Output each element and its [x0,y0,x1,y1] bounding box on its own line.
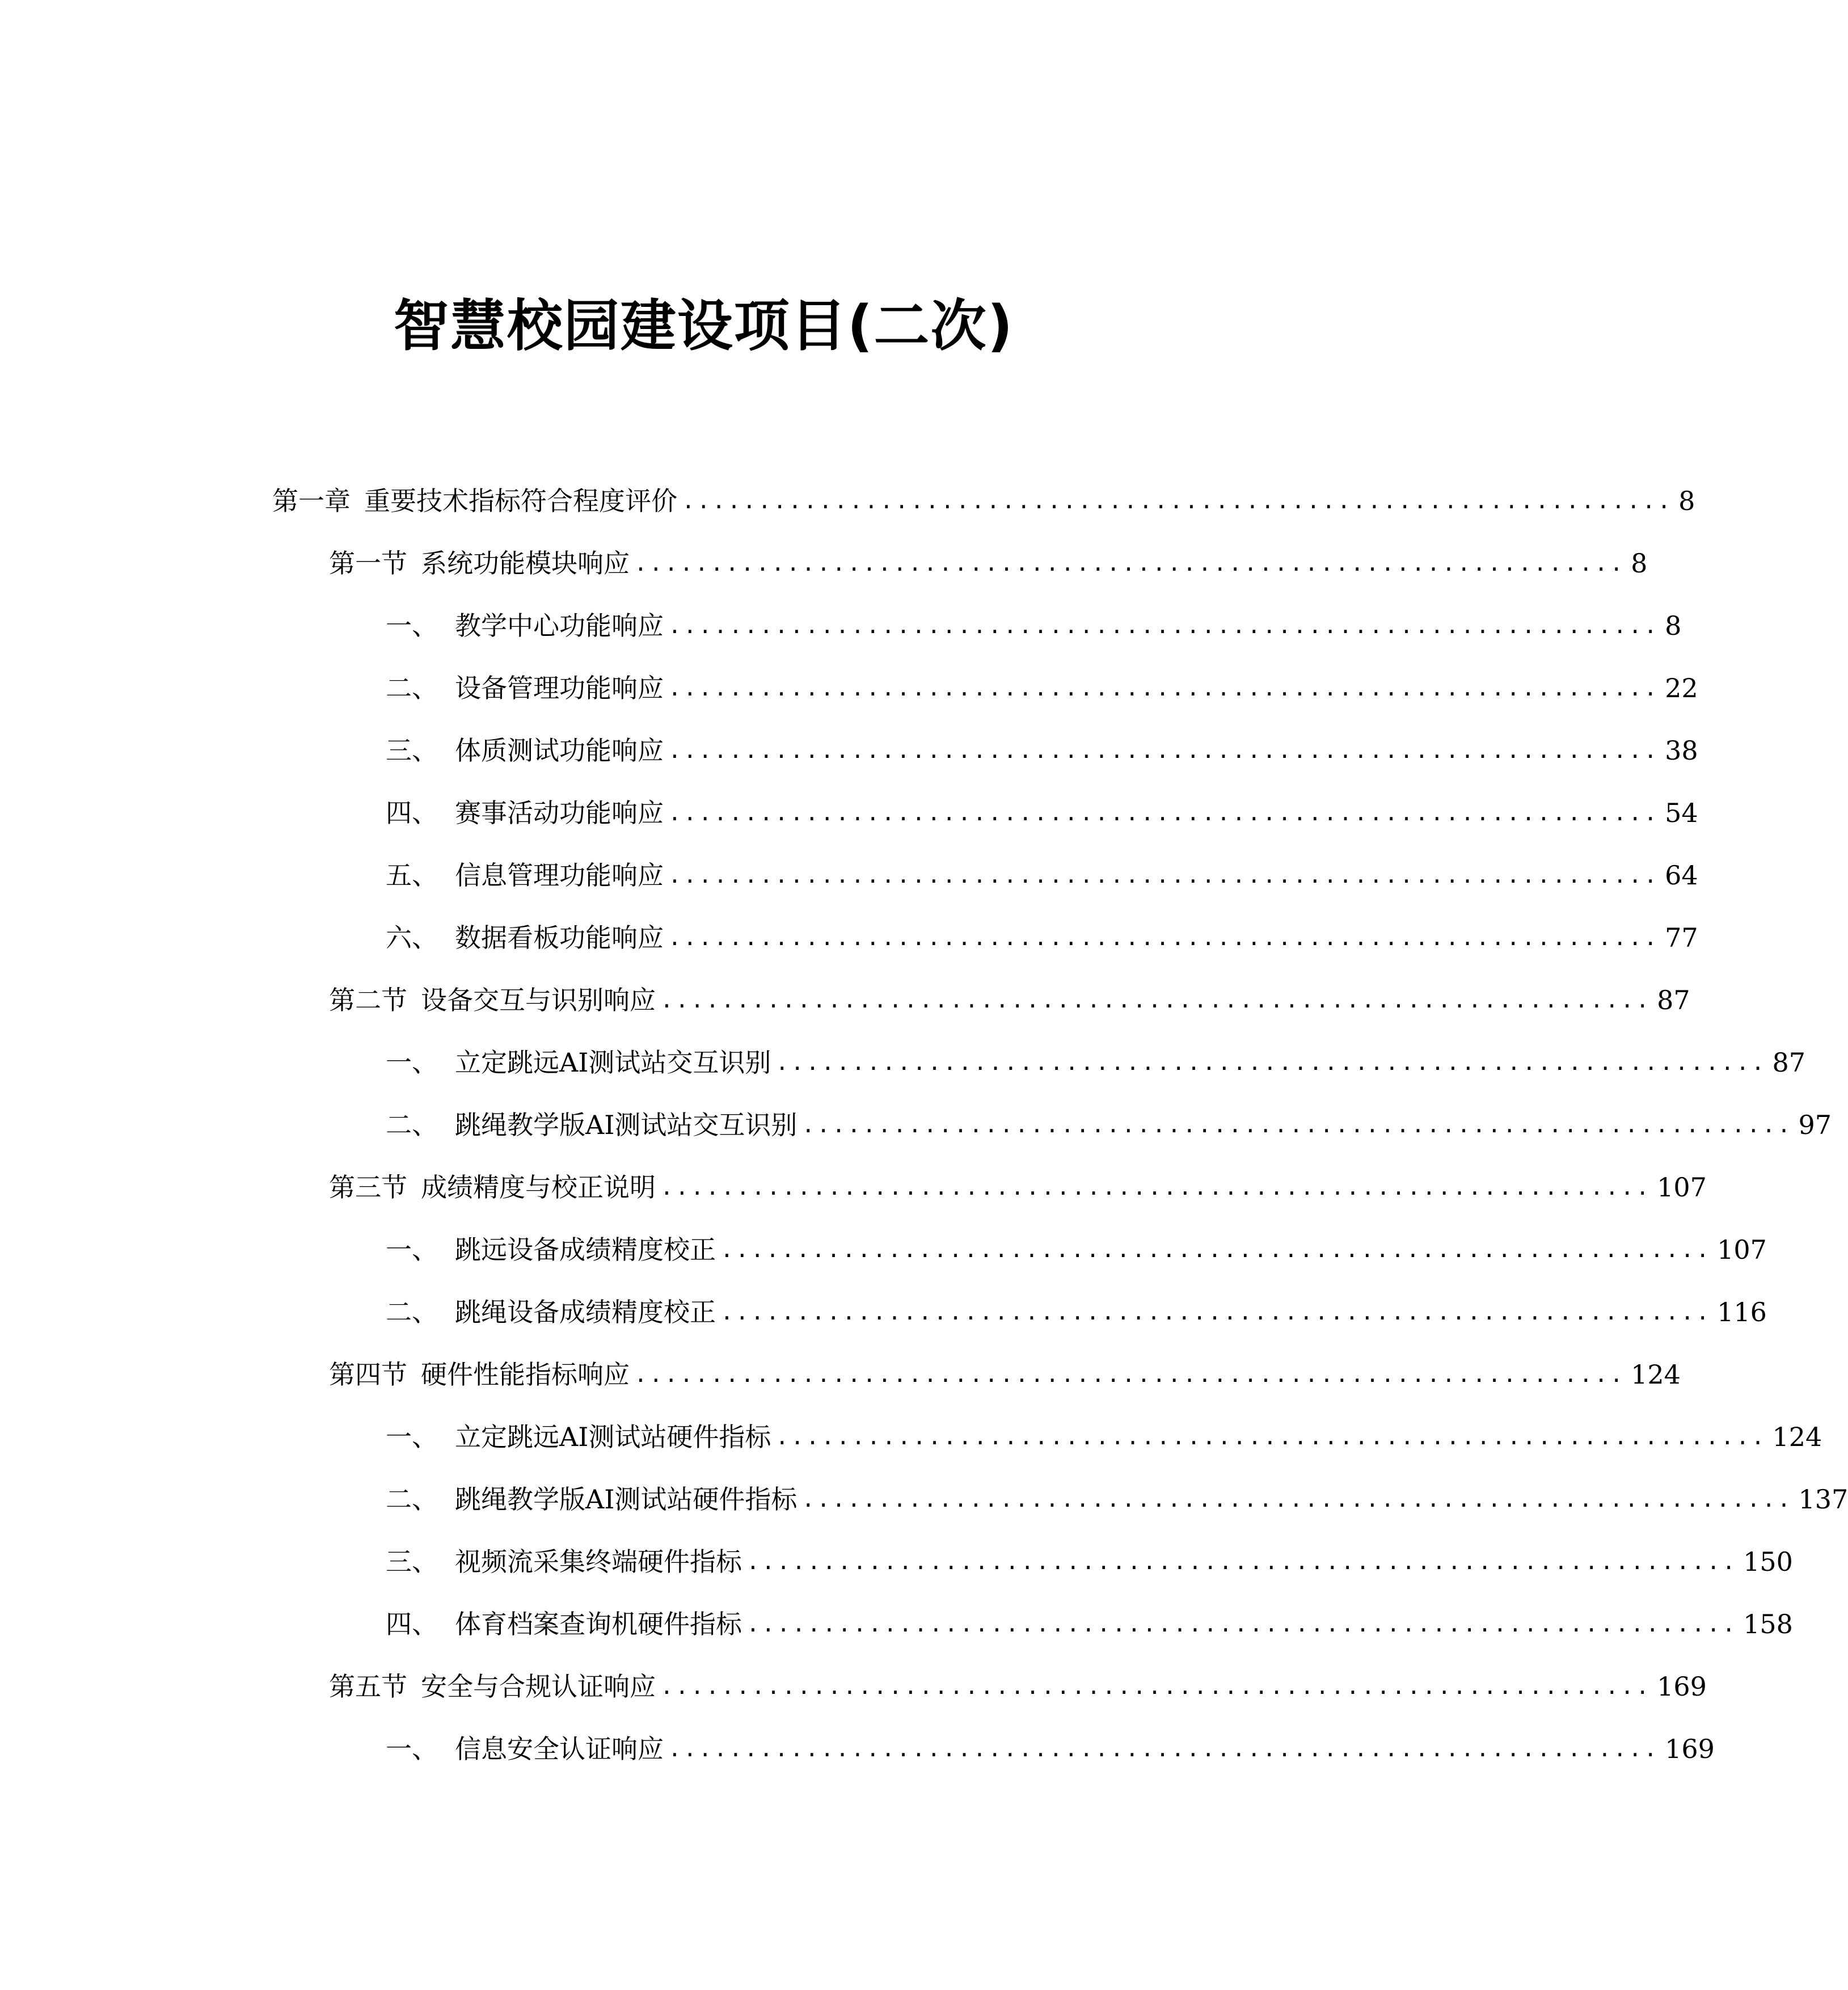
toc-dot-leader: ................................................................. [746,1612,1738,1637]
toc-dot-leader: ................................................................. [668,1736,1660,1761]
toc-entry-title: 硬件性能指标响应 [421,1359,630,1390]
toc-entry[interactable] [329,1664,1707,1709]
toc-entry-title: 视频流采集终端硬件指标 [455,1546,742,1577]
toc-dot-leader: ................................................................. [720,1237,1712,1262]
toc-entry-number: 一、 [386,1047,438,1078]
toc-entry-number: 六、 [386,922,438,953]
toc-entry-number: 第二节 [329,985,407,1015]
toc-entry-title: 系统功能模块响应 [421,548,630,579]
toc-entry[interactable] [386,915,1698,960]
toc-entry[interactable] [386,1227,1767,1272]
toc-dot-leader: ................................................................. [801,1112,1793,1137]
toc-entry-page: 87 [1657,985,1690,1015]
toc-entry-title: 教学中心功能响应 [455,610,664,641]
toc-dot-leader: ................................................................. [775,1050,1767,1075]
toc-entry-number: 二、 [386,673,438,703]
toc-dot-leader: ................................................................. [634,1362,1626,1387]
toc-entry-page: 137 [1798,1484,1848,1515]
toc-entry-title: 信息管理功能响应 [455,860,664,891]
toc-entry-number: 第四节 [329,1359,407,1390]
toc-entry-page: 77 [1665,922,1698,953]
toc-dot-leader: ................................................................. [668,613,1660,638]
toc-dot-leader: ................................................................. [682,488,1673,513]
toc-entry-number: 五、 [386,860,438,891]
toc-entry-page: 8 [1665,610,1682,641]
toc-entry-title: 信息安全认证响应 [455,1734,664,1764]
toc-entry-number: 三、 [386,1546,438,1577]
toc-entry[interactable] [386,790,1698,836]
toc-entry[interactable] [386,603,1682,648]
toc-entry-number: 四、 [386,798,438,828]
toc-entry-title: 跳绳设备成绩精度校正 [455,1297,716,1327]
toc-entry[interactable] [329,1352,1681,1397]
toc-entry-page: 8 [1678,486,1695,516]
toc-entry-title: 体质测试功能响应 [455,735,664,766]
toc-entry-number: 二、 [386,1110,438,1140]
toc-entry-page: 124 [1772,1422,1822,1452]
toc-dot-leader: ................................................................. [668,738,1660,763]
toc-dot-leader: ................................................................. [668,925,1660,950]
toc-entry-number: 四、 [386,1609,438,1639]
toc-entry-page: 22 [1665,673,1698,703]
toc-entry[interactable] [386,1414,1822,1460]
toc-entry-number: 二、 [386,1484,438,1515]
toc-dot-leader: ................................................................. [660,1175,1652,1200]
toc-entry-title: 跳绳教学版AI测试站交互识别 [455,1110,798,1140]
toc-entry-page: 54 [1665,798,1698,828]
toc-dot-leader: ................................................................. [668,800,1660,825]
toc-entry-title: 设备交互与识别响应 [421,985,656,1015]
toc-entry-page: 97 [1798,1110,1832,1140]
toc-entry-page: 169 [1665,1734,1715,1764]
toc-entry-page: 124 [1631,1359,1681,1390]
toc-entry-page: 8 [1631,548,1648,579]
toc-entry-number: 三、 [386,735,438,766]
toc-entry[interactable] [386,1726,1715,1772]
toc-entry[interactable] [329,977,1690,1023]
toc-entry[interactable] [386,1040,1806,1085]
toc-dot-leader: ................................................................. [746,1549,1738,1574]
toc-entry-page: 116 [1717,1297,1767,1327]
toc-entry-title: 立定跳远AI测试站交互识别 [455,1047,771,1078]
toc-entry[interactable] [329,1165,1707,1210]
toc-entry-title: 立定跳远AI测试站硬件指标 [455,1422,771,1452]
toc-entry[interactable] [386,665,1698,711]
toc-entry[interactable] [386,1289,1767,1335]
toc-entry[interactable] [386,1102,1832,1148]
toc-entry-page: 169 [1657,1671,1707,1702]
toc-dot-leader: ................................................................. [634,551,1626,576]
toc-entry-title: 重要技术指标符合程度评价 [364,486,677,516]
toc-entry-title: 成绩精度与校正说明 [421,1172,656,1203]
toc-entry-title: 跳绳教学版AI测试站硬件指标 [455,1484,798,1515]
toc-entry-number: 一、 [386,1234,438,1265]
toc-entry-page: 158 [1743,1609,1793,1639]
toc-entry[interactable] [386,853,1698,898]
toc-entry-number: 第一节 [329,548,407,579]
toc-entry-page: 107 [1657,1172,1707,1203]
toc-entry[interactable] [386,1601,1793,1647]
toc-entry-title: 跳远设备成绩精度校正 [455,1234,716,1265]
toc-entry[interactable] [386,728,1698,773]
toc-entry-title: 体育档案查询机硬件指标 [455,1609,742,1639]
toc-entry[interactable] [386,1477,1848,1522]
toc-dot-leader: ................................................................. [668,863,1660,888]
toc-entry-number: 第三节 [329,1172,407,1203]
toc-entry-page: 150 [1743,1546,1793,1577]
toc-entry-number: 一、 [386,610,438,641]
toc-dot-leader: ................................................................. [660,988,1652,1013]
toc-entry[interactable] [272,478,1695,524]
toc-entry[interactable] [329,541,1648,586]
toc-entry-page: 38 [1665,735,1698,766]
toc-entry-title: 数据看板功能响应 [455,922,664,953]
toc-entry-page: 87 [1772,1047,1806,1078]
toc-entry-number: 一、 [386,1422,438,1452]
toc-dot-leader: ................................................................. [801,1487,1793,1512]
toc-entry[interactable] [386,1539,1793,1584]
toc-entry-title: 设备管理功能响应 [455,673,664,703]
toc-dot-leader: ................................................................. [668,676,1660,701]
toc-dot-leader: ................................................................. [720,1300,1712,1325]
toc-entry-title: 赛事活动功能响应 [455,798,664,828]
toc-dot-leader: ................................................................. [775,1424,1767,1449]
toc-dot-leader: ................................................................. [660,1674,1652,1699]
toc-entry-number: 二、 [386,1297,438,1327]
toc-entry-page: 64 [1665,860,1698,891]
toc-entry-title: 安全与合规认证响应 [421,1671,656,1702]
toc-entry-number: 一、 [386,1734,438,1764]
page-title: 智慧校园建设项目(二次) [393,294,1014,359]
toc-entry-number: 第一章 [272,486,351,516]
toc-entry-page: 107 [1717,1234,1767,1265]
toc-entry-number: 第五节 [329,1671,407,1702]
